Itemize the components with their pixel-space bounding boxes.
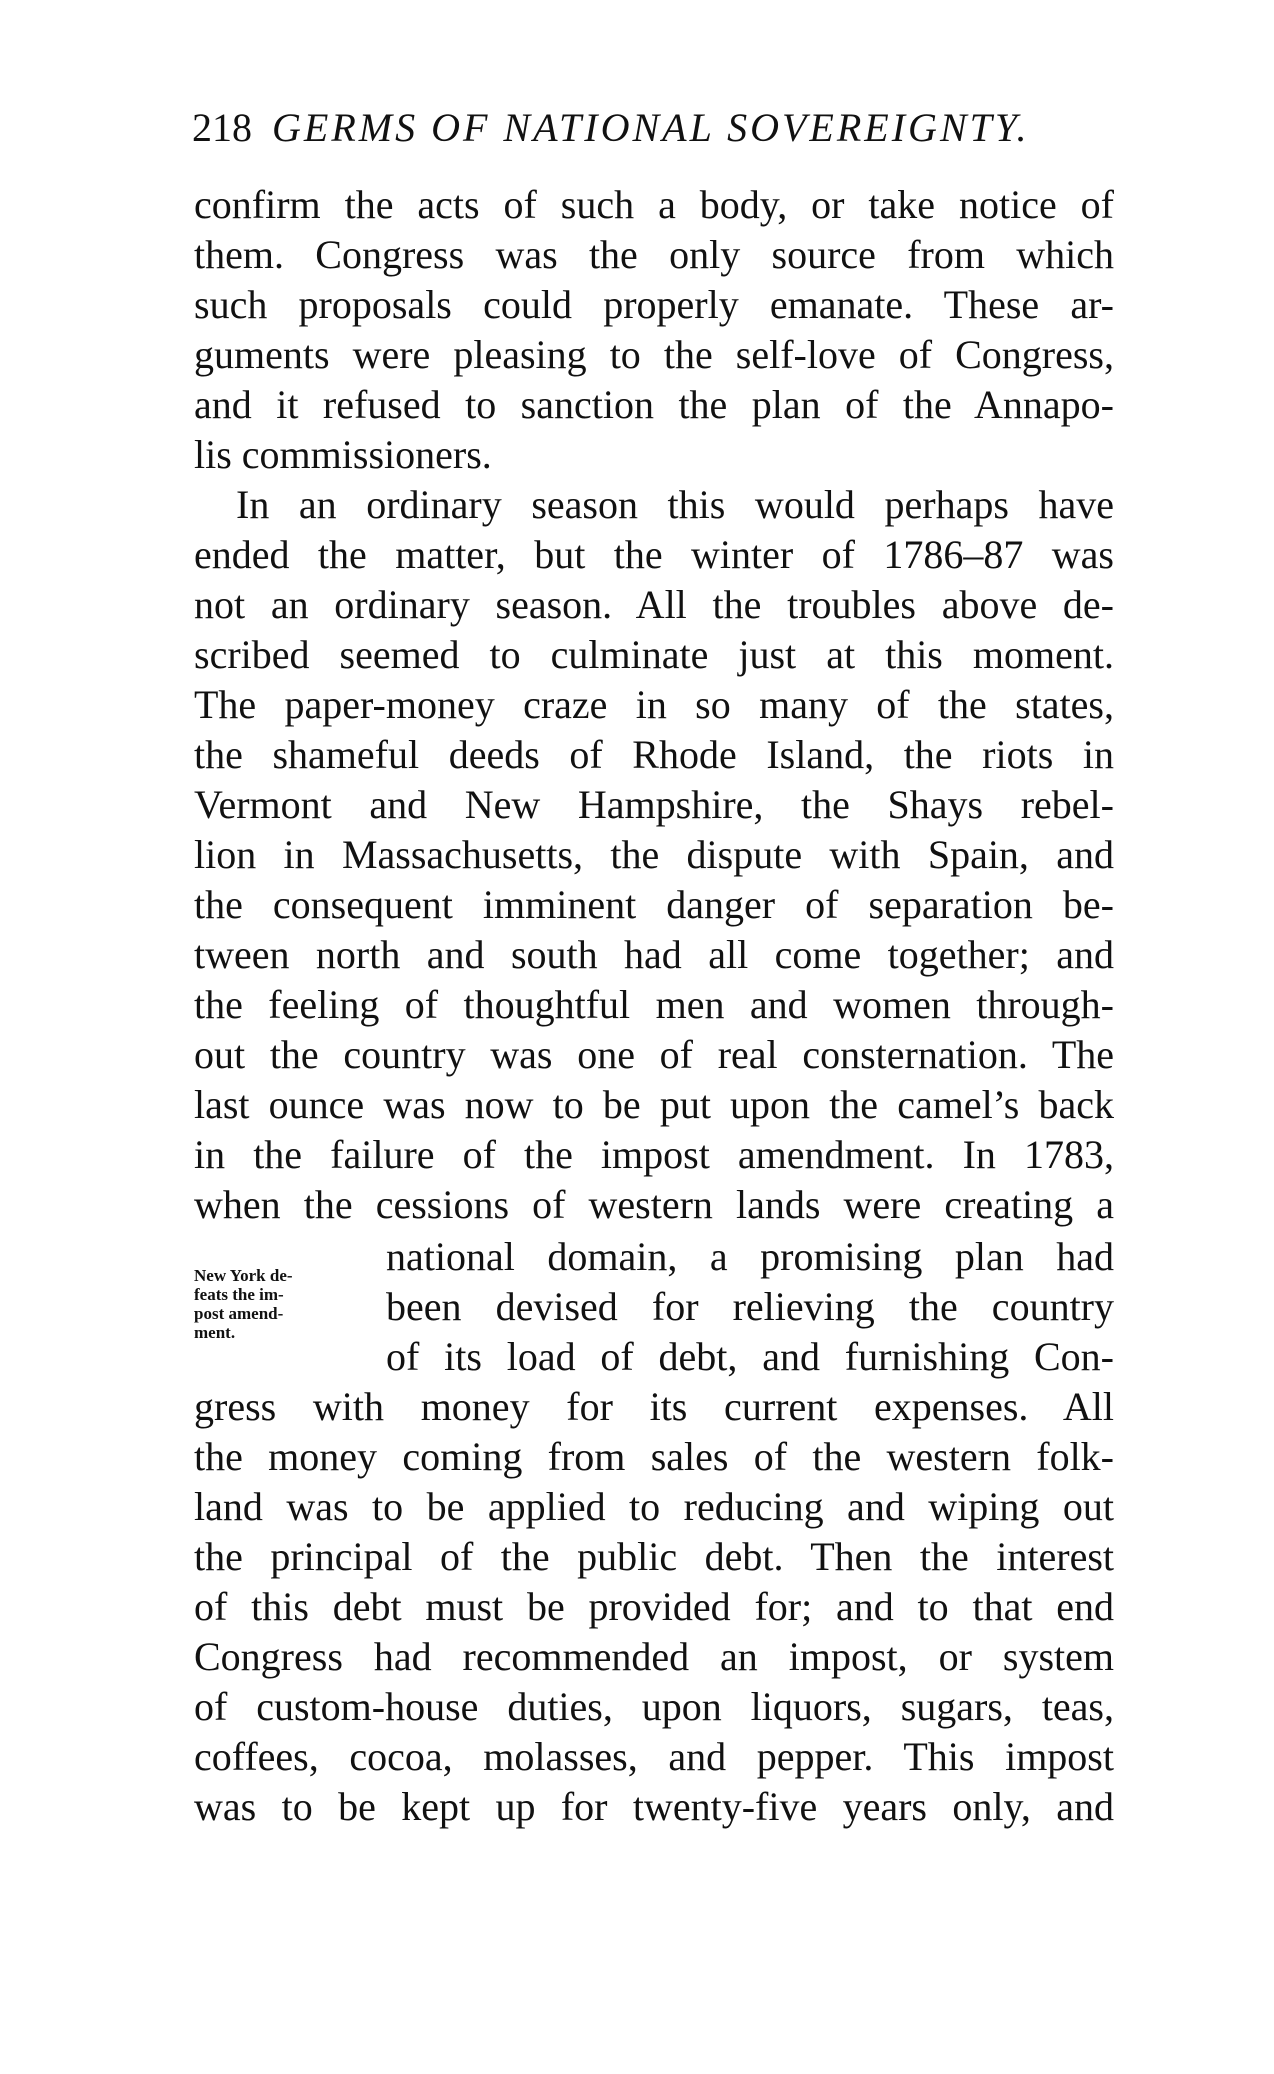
text-line: the shameful deeds of Rhode Island, the riots in	[194, 732, 1114, 777]
text-line: not an ordinary season. All the troubles above de-	[194, 582, 1114, 627]
text-line: was to be kept up for twenty-five years only, and	[194, 1784, 1114, 1829]
margin-note-line: post amend-	[194, 1304, 284, 1323]
text-line: tween north and south had all come together; and	[194, 932, 1114, 977]
running-title: GERMS OF NATIONAL SOVEREIGNTY.	[272, 105, 1030, 150]
text-line: The paper-money craze in so many of the states,	[194, 682, 1114, 727]
margin-note-line: New York de-	[194, 1266, 293, 1285]
text-line: In an ordinary season this would perhaps have	[236, 482, 1114, 527]
text-line: of this debt must be provided for; and to that end	[194, 1584, 1114, 1629]
text-line: Vermont and New Hampshire, the Shays rebel-	[194, 782, 1114, 827]
text-line: out the country was one of real consternation. The	[194, 1032, 1114, 1077]
text-line: ended the matter, but the winter of 1786–87 was	[194, 532, 1114, 577]
text-line: in the failure of the impost amendment. In 1783,	[194, 1132, 1114, 1177]
margin-note-line: ment.	[194, 1323, 236, 1342]
text-line: coffees, cocoa, molasses, and pepper. This impost	[194, 1734, 1114, 1779]
text-line: such proposals could properly emanate. These ar-	[194, 282, 1114, 327]
margin-note-line: feats the im-	[194, 1285, 284, 1304]
text-line: when the cessions of western lands were creating a	[194, 1182, 1114, 1227]
text-line: lion in Massachusetts, the dispute with Spain, and	[194, 832, 1114, 877]
text-line: lis commissioners.	[194, 432, 492, 477]
text-line: gress with money for its current expenses. All	[194, 1384, 1114, 1429]
text-line: the money coming from sales of the western folk-	[194, 1434, 1114, 1479]
running-header	[192, 100, 1112, 156]
text-line: and it refused to sanction the plan of the Annapo-	[194, 382, 1114, 427]
text-line: been devised for relieving the country	[386, 1284, 1114, 1329]
text-line: of custom-house duties, upon liquors, sugars, teas,	[194, 1684, 1114, 1729]
margin-note	[194, 1266, 374, 1342]
text-line: them. Congress was the only source from which	[194, 232, 1114, 277]
text-line: of its load of debt, and furnishing Con-	[386, 1334, 1114, 1379]
text-line: national domain, a promising plan had	[386, 1234, 1114, 1279]
text-line: land was to be applied to reducing and wiping out	[194, 1484, 1114, 1529]
text-line: guments were pleasing to the self-love of Congress,	[194, 332, 1114, 377]
text-line: confirm the acts of such a body, or take notice of	[194, 182, 1114, 227]
text-line: last ounce was now to be put upon the camel’s back	[194, 1082, 1114, 1127]
text-line: the feeling of thoughtful men and women through-	[194, 982, 1114, 1027]
text-line: Congress had recommended an impost, or system	[194, 1634, 1114, 1679]
text-line: scribed seemed to culminate just at this moment.	[194, 632, 1114, 677]
text-line: the principal of the public debt. Then the interest	[194, 1534, 1114, 1579]
page-number: 218	[192, 105, 252, 150]
text-line: the consequent imminent danger of separation be-	[194, 882, 1114, 927]
